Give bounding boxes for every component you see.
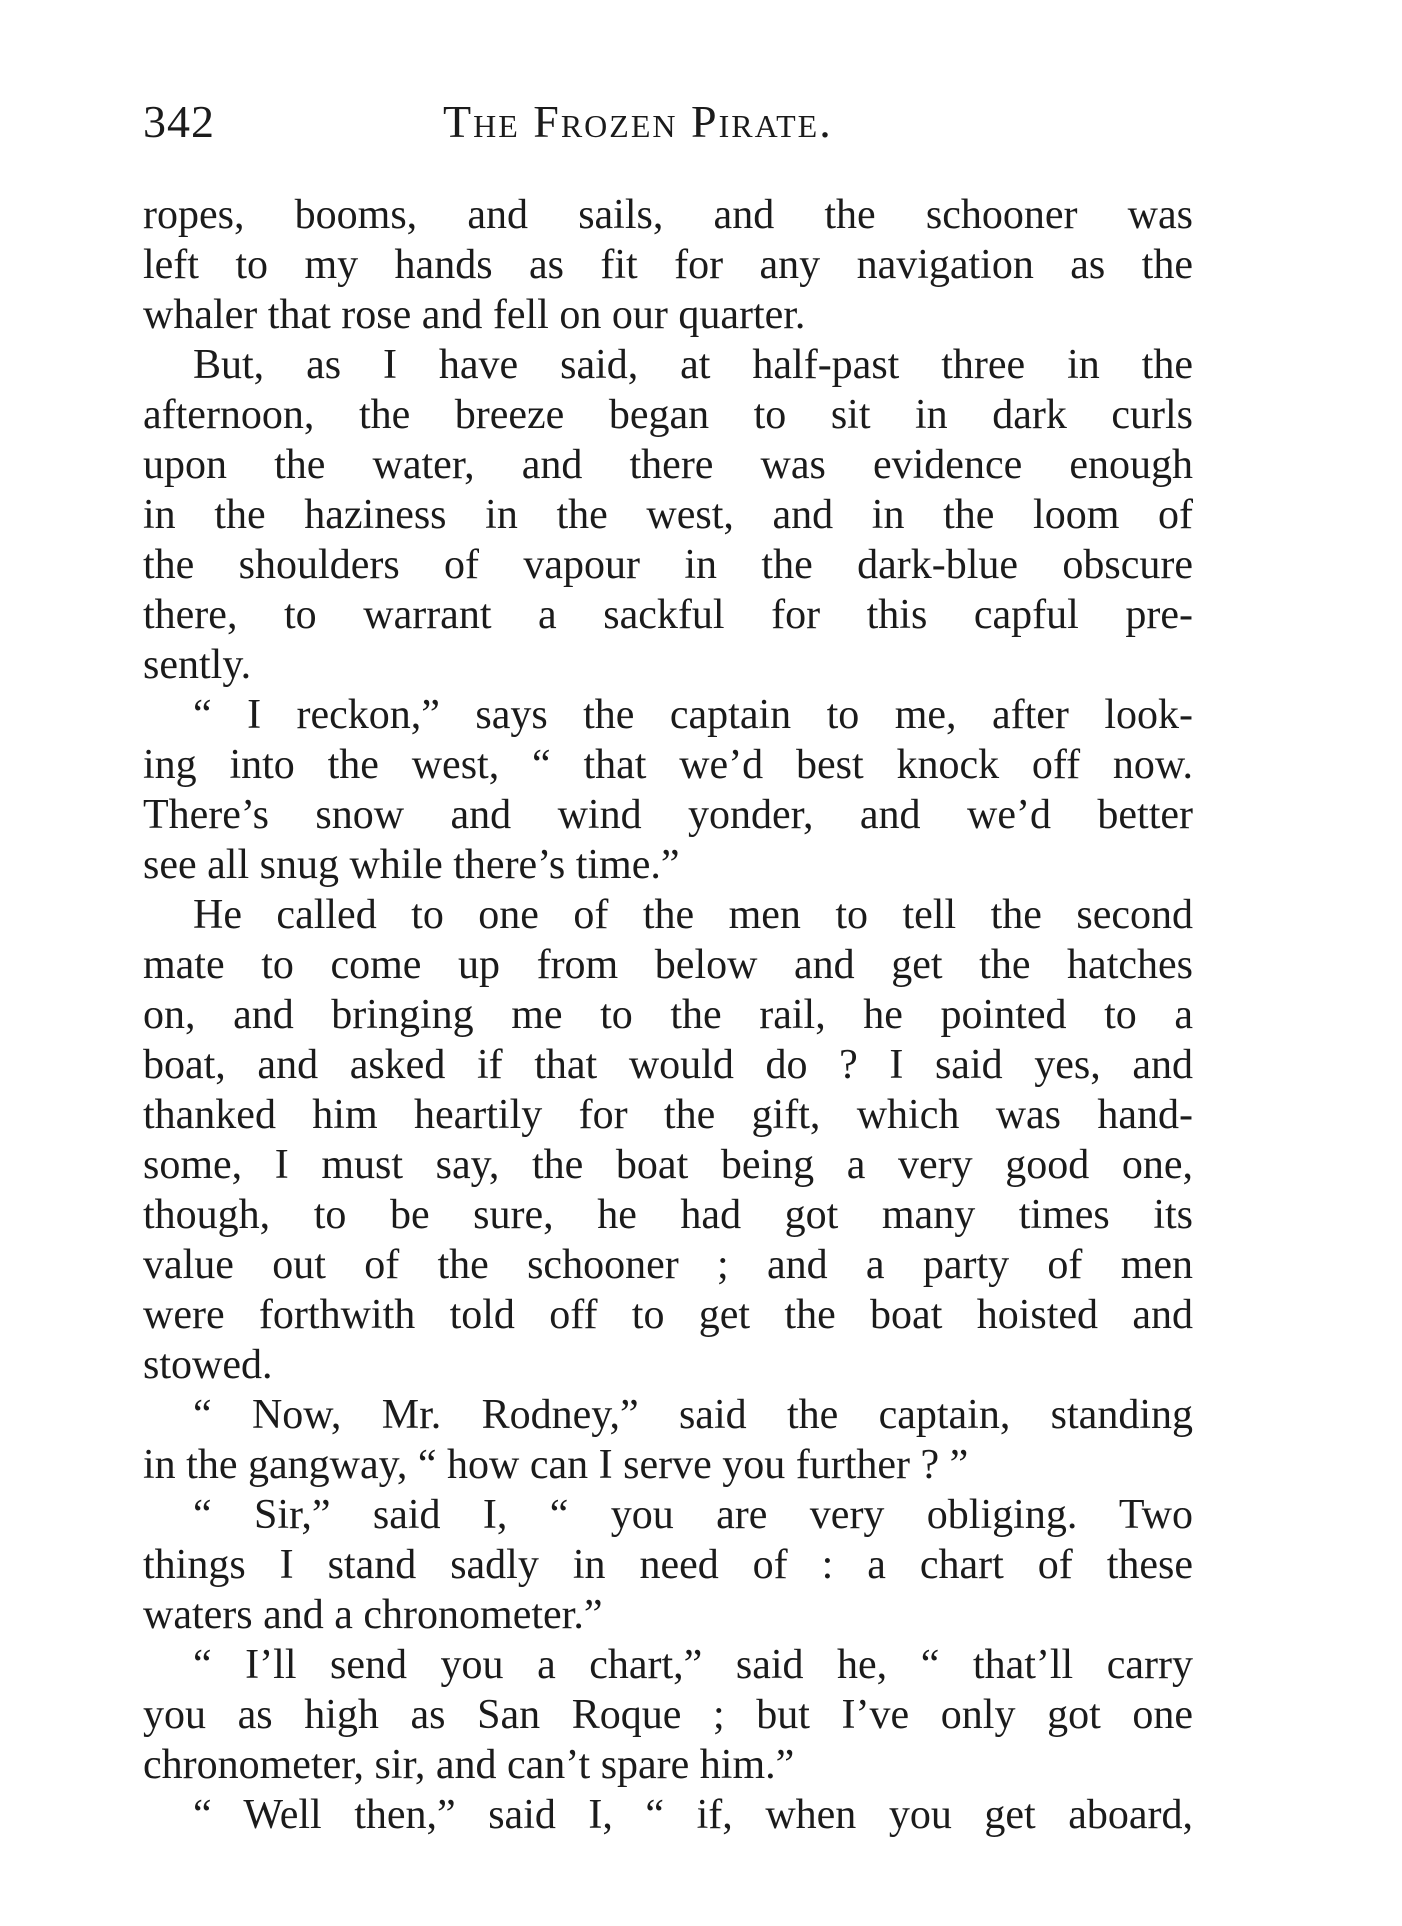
page-number: 342 <box>143 96 215 147</box>
text-line: “ I reckon,” says the captain to me, after look- <box>193 692 1193 738</box>
text-line: see all snug while there’s time.” <box>143 842 680 888</box>
text-line: in the gangway, “ how can I serve you further ? ” <box>143 1442 969 1488</box>
text-line: boat, and asked if that would do ? I said yes, and <box>143 1042 1193 1088</box>
text-line: waters and a chronometer.” <box>143 1592 603 1638</box>
text-line: “ Now, Mr. Rodney,” said the captain, standing <box>193 1392 1193 1438</box>
text-line: stowed. <box>143 1342 273 1388</box>
text-line: ing into the west, “ that we’d best knock off now. <box>143 742 1193 788</box>
text-line: value out of the schooner ; and a party of men <box>143 1242 1193 1288</box>
text-line: there, to warrant a sackful for this capful pre- <box>143 592 1193 638</box>
text-line: sently. <box>143 642 252 688</box>
text-line: But, as I have said, at half-past three in the <box>193 342 1193 388</box>
running-title: The Frozen Pirate. <box>443 96 833 147</box>
text-line: afternoon, the breeze began to sit in dark curls <box>143 392 1193 438</box>
text-line: There’s snow and wind yonder, and we’d better <box>143 792 1193 838</box>
page-header <box>143 92 1193 152</box>
text-line: things I stand sadly in need of : a chart of these <box>143 1542 1193 1588</box>
text-line: though, to be sure, he had got many times its <box>143 1192 1193 1238</box>
text-line: mate to come up from below and get the hatches <box>143 942 1193 988</box>
text-line: “ Well then,” said I, “ if, when you get aboard, <box>193 1792 1193 1838</box>
text-line: “ I’ll send you a chart,” said he, “ that’ll carry <box>193 1642 1193 1688</box>
text-line: were forthwith told off to get the boat hoisted and <box>143 1292 1193 1338</box>
text-line: in the haziness in the west, and in the loom of <box>143 492 1193 538</box>
text-line: some, I must say, the boat being a very good one, <box>143 1142 1193 1188</box>
text-line: left to my hands as fit for any navigation as the <box>143 242 1193 288</box>
body-text <box>143 190 1193 1840</box>
text-line: chronometer, sir, and can’t spare him.” <box>143 1742 795 1788</box>
text-line: “ Sir,” said I, “ you are very obliging. Two <box>193 1492 1193 1538</box>
text-line: on, and bringing me to the rail, he pointed to a <box>143 992 1193 1038</box>
text-line: thanked him heartily for the gift, which was hand- <box>143 1092 1193 1138</box>
text-line: upon the water, and there was evidence enough <box>143 442 1193 488</box>
text-line: ropes, booms, and sails, and the schooner was <box>143 192 1193 238</box>
text-line: the shoulders of vapour in the dark-blue obscure <box>143 542 1193 588</box>
text-line: you as high as San Roque ; but I’ve only got one <box>143 1692 1193 1738</box>
text-line: He called to one of the men to tell the second <box>193 892 1193 938</box>
text-line: whaler that rose and fell on our quarter. <box>143 292 806 338</box>
